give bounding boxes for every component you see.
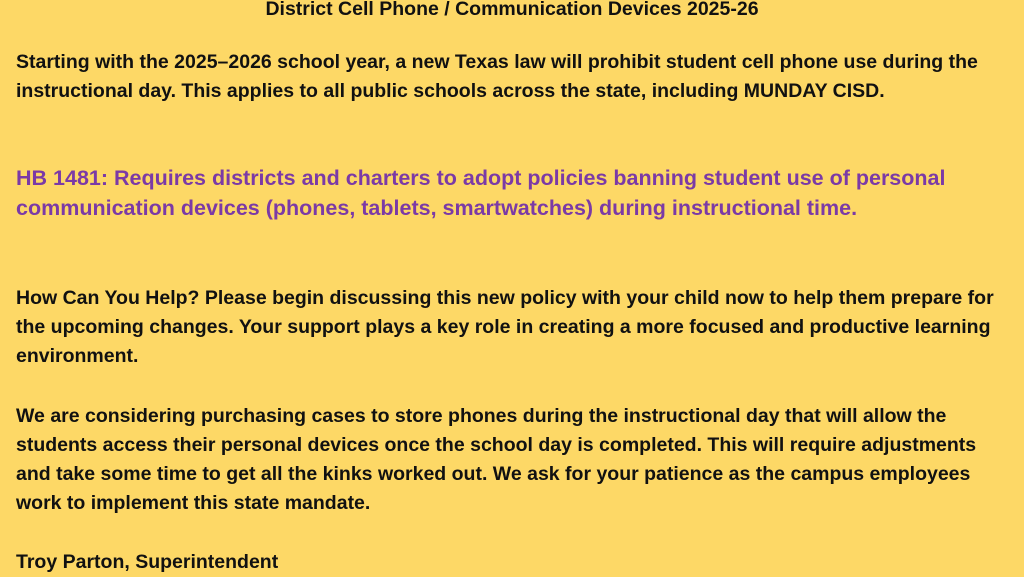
plan-paragraph: We are considering purchasing cases to store phones during the instructional day that will allow the students access their personal devices once the school day is completed. This will require adjustments and take some time to get all the kinks worked out. We ask for your patience as the campus employees work to implement this state mandate. (16, 405, 977, 514)
hb-1481-paragraph: HB 1481: Requires districts and charters to adopt policies banning student use of personal communication devices (phones, tablets, smartwatches) during instructional time. (16, 166, 946, 220)
intro-paragraph: Starting with the 2025–2026 school year, a new Texas law will prohibit student cell phone use during the instructional day. This applies to all public schools across the state, including MUNDAY CISD. (16, 51, 978, 102)
help-paragraph: How Can You Help? Please begin discussing this new policy with your child now to help them prepare for the upcoming changes. Your support plays a key role in creating a more focused and productive learning environment. (16, 287, 994, 367)
signature: Troy Parton, Superintendent (16, 551, 279, 573)
page-title: District Cell Phone / Communication Devices 2025-26 (265, 0, 759, 20)
